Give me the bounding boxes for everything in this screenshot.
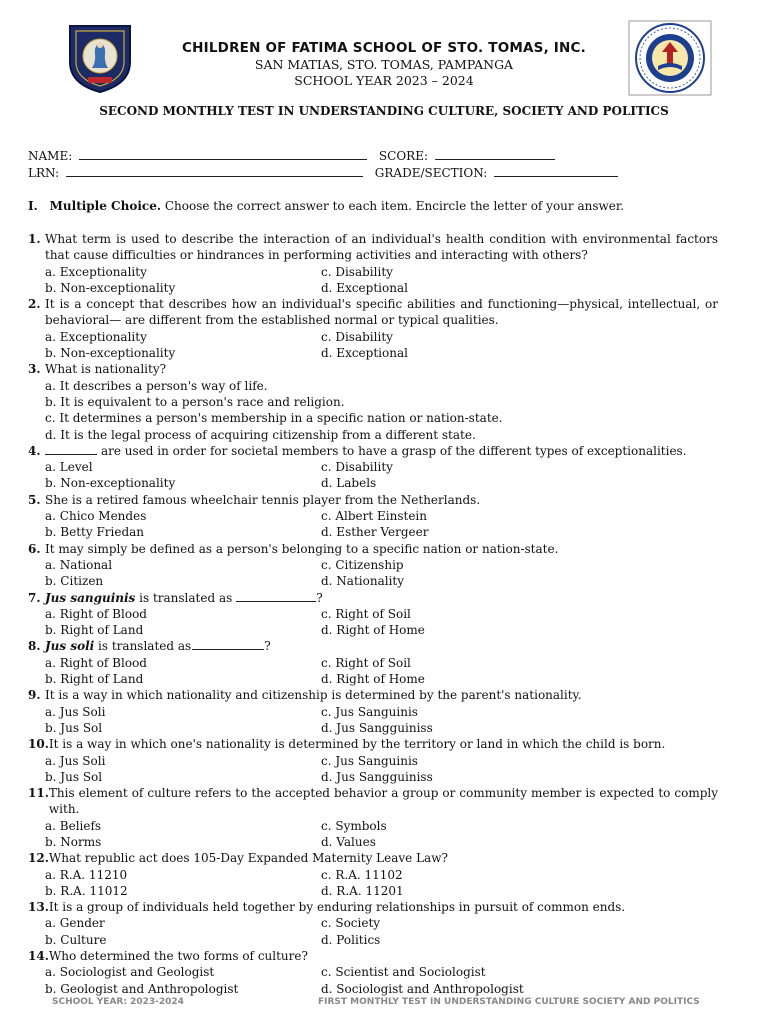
answer-option[interactable]: c. Disability xyxy=(321,460,393,475)
answer-option[interactable]: a. National xyxy=(45,557,113,572)
lrn-grade-row xyxy=(28,166,618,180)
question-text-wrap xyxy=(45,541,718,557)
answer-options xyxy=(45,704,718,737)
answer-option[interactable]: a. Right of Blood xyxy=(45,655,147,670)
answer-options xyxy=(45,557,718,590)
answer-option[interactable]: b. Jus Sol xyxy=(45,720,103,735)
school-year: SCHOOL YEAR 2023 – 2024 xyxy=(294,73,474,88)
answer-option[interactable]: b. Non-exceptionality xyxy=(45,346,176,361)
answer-option[interactable]: b. Right of Land xyxy=(45,623,144,638)
question-item xyxy=(28,231,718,296)
question-item xyxy=(28,687,718,736)
answer-options xyxy=(45,655,718,688)
question-text-wrap xyxy=(45,231,718,264)
answer-options xyxy=(45,264,718,297)
question-stem xyxy=(28,443,718,459)
question-stem xyxy=(28,638,718,654)
question-item xyxy=(28,899,718,948)
test-title: SECOND MONTHLY TEST IN UNDERSTANDING CULTURE, SOCIETY AND POLITICS xyxy=(99,104,669,118)
question-number: 5. xyxy=(28,492,41,507)
question-number: 11. xyxy=(28,786,49,801)
question-stem xyxy=(28,361,718,377)
question-text-wrap xyxy=(49,736,718,752)
question-term: Jus sanguinis xyxy=(45,590,136,605)
question-item xyxy=(28,492,718,541)
lrn-field[interactable] xyxy=(66,166,363,177)
question-text: It is a way in which nationality and citizenship is determined by the parent's nationality. xyxy=(45,688,582,703)
answer-options xyxy=(45,964,718,997)
answer-option[interactable]: d. Right of Home xyxy=(321,672,425,687)
question-item xyxy=(28,638,718,687)
answer-option[interactable]: b. R.A. 11012 xyxy=(45,883,128,898)
section-heading: Multiple Choice. xyxy=(49,199,162,213)
answer-option[interactable]: d. Right of Home xyxy=(321,623,425,638)
question-list xyxy=(28,231,718,997)
answer-option[interactable]: c. Right of Soil xyxy=(321,655,411,670)
answer-options xyxy=(45,459,718,492)
answer-option[interactable]: c. Citizenship xyxy=(321,557,404,572)
answer-option[interactable]: d. Values xyxy=(321,834,376,849)
answer-option[interactable]: c. Society xyxy=(321,916,381,931)
answer-option[interactable]: d. It is the legal process of acquiring citizenship from a different state. xyxy=(45,427,476,442)
answer-option[interactable]: d. Nationality xyxy=(321,574,405,589)
question-stem xyxy=(28,231,718,264)
answer-blank[interactable] xyxy=(45,444,97,455)
answer-options xyxy=(45,329,718,362)
question-item xyxy=(28,296,718,361)
answer-option[interactable]: b. Non-exceptionality xyxy=(45,280,176,295)
question-text: What term is used to describe the interaction of an individual's health condition with environmental factors that cause difficulties or hindrances in performing activities and interacting with others? xyxy=(45,232,718,263)
answer-option[interactable]: d. R.A. 11201 xyxy=(321,883,404,898)
question-stem xyxy=(28,590,718,606)
answer-option[interactable]: a. Jus Soli xyxy=(45,753,106,768)
answer-options xyxy=(45,606,718,639)
answer-option[interactable]: a. Sociologist and Geologist xyxy=(45,965,215,980)
instructions-text: Choose the correct answer to each item. Encircle the letter of your answer. xyxy=(164,199,625,213)
answer-option[interactable]: a. Exceptionality xyxy=(45,264,147,279)
instructions xyxy=(28,199,624,213)
question-text: Who determined the two forms of culture? xyxy=(48,949,308,964)
school-name: CHILDREN OF FATIMA SCHOOL OF STO. TOMAS, INC. xyxy=(182,40,586,56)
question-item xyxy=(28,785,718,850)
answer-option[interactable]: a. Exceptionality xyxy=(45,329,147,344)
answer-option[interactable]: a. Gender xyxy=(45,916,105,931)
footer-test-title: FIRST MONTHLY TEST IN UNDERSTANDING CULTURE SOCIETY AND POLITICS xyxy=(318,997,700,1007)
answer-option[interactable]: a. R.A. 11210 xyxy=(45,867,128,882)
question-number: 10. xyxy=(28,737,49,752)
answer-options xyxy=(45,867,718,900)
answer-option[interactable]: c. Symbols xyxy=(321,818,387,833)
question-stem xyxy=(28,296,718,329)
question-text-wrap xyxy=(49,850,718,866)
answer-option[interactable]: b. Geologist and Anthropologist xyxy=(45,981,239,996)
lrn-label: LRN: xyxy=(28,166,60,180)
question-text-wrap xyxy=(49,785,718,818)
answer-option[interactable]: b. Right of Land xyxy=(45,672,144,687)
question-item xyxy=(28,361,718,442)
question-text-wrap xyxy=(49,899,718,915)
grade-section-field[interactable] xyxy=(494,166,618,177)
answer-option[interactable]: c. It determines a person's membership in a specific nation or nation-state. xyxy=(45,411,503,426)
name-score-row xyxy=(28,149,555,163)
answer-option[interactable]: d. Exceptional xyxy=(321,346,408,361)
answer-option[interactable]: b. Citizen xyxy=(45,574,104,589)
question-number: 14. xyxy=(28,949,49,964)
answer-blank[interactable] xyxy=(192,639,264,650)
answer-option[interactable]: b. Jus Sol xyxy=(45,769,103,784)
question-item xyxy=(28,850,718,899)
answer-option[interactable]: a. Right of Blood xyxy=(45,606,147,621)
question-text-wrap xyxy=(45,443,718,459)
question-text: What is nationality? xyxy=(45,362,167,377)
question-stem xyxy=(28,899,718,915)
grade-section-label: GRADE/SECTION: xyxy=(374,166,488,180)
answer-option[interactable]: d. Politics xyxy=(321,932,381,947)
name-label: NAME: xyxy=(28,149,73,163)
answer-blank[interactable] xyxy=(236,591,316,602)
question-text: She is a retired famous wheelchair tennis player from the Netherlands. xyxy=(45,492,481,507)
question-number: 9. xyxy=(28,688,41,703)
question-stem xyxy=(28,492,718,508)
question-stem xyxy=(28,687,718,703)
question-number: 3. xyxy=(28,362,41,377)
answer-option[interactable]: a. It describes a person's way of life. xyxy=(45,378,268,393)
question-tail: ? xyxy=(264,639,271,654)
answer-option[interactable]: a. Level xyxy=(45,460,93,475)
question-stem xyxy=(28,541,718,557)
question-number: 1. xyxy=(28,232,41,246)
name-field[interactable] xyxy=(79,149,367,160)
question-text: are used in order for societal members to have a grasp of the different types of exceptionalities. xyxy=(101,443,687,458)
question-tail: ? xyxy=(316,590,323,605)
answer-option[interactable]: b. Norms xyxy=(45,834,102,849)
answer-option[interactable]: d. Jus Sangguiniss xyxy=(321,769,433,784)
question-text-wrap xyxy=(45,296,718,329)
answer-option[interactable]: b. Culture xyxy=(45,932,107,947)
answer-option[interactable]: d. Sociologist and Anthropologist xyxy=(321,981,524,996)
answer-option[interactable]: a. Chico Mendes xyxy=(45,509,147,524)
question-text-wrap xyxy=(45,590,718,606)
answer-option[interactable]: c. Right of Soil xyxy=(321,606,411,621)
question-number: 8. xyxy=(28,639,41,654)
question-term: Jus soli xyxy=(45,639,95,654)
answer-option[interactable]: a. Beliefs xyxy=(45,818,102,833)
question-number: 4. xyxy=(28,443,41,458)
answer-option[interactable]: a. Jus Soli xyxy=(45,704,106,719)
answer-options xyxy=(45,915,718,948)
score-label: SCORE: xyxy=(378,149,428,163)
question-number: 7. xyxy=(28,590,41,605)
question-number: 2. xyxy=(28,297,41,312)
question-text: It is a group of individuals held together by enduring relationships in pursuit of common ends. xyxy=(48,900,626,915)
question-number: 6. xyxy=(28,541,41,556)
question-text: This element of culture refers to the accepted behavior a group or community member is expected to comply with. xyxy=(48,786,718,817)
question-item xyxy=(28,736,718,785)
question-stem xyxy=(28,736,718,752)
answer-option[interactable]: d. Exceptional xyxy=(321,280,408,295)
question-text-wrap xyxy=(49,948,718,964)
answer-option[interactable]: c. Disability xyxy=(321,329,393,344)
answer-options xyxy=(45,753,718,786)
question-stem xyxy=(28,785,718,818)
question-item xyxy=(28,443,718,492)
answer-option[interactable]: c. Disability xyxy=(321,264,393,279)
question-stem xyxy=(28,850,718,866)
answer-option[interactable]: b. Betty Friedan xyxy=(45,525,145,540)
question-text: What republic act does 105-Day Expanded Maternity Leave Law? xyxy=(48,851,448,866)
answer-options xyxy=(45,508,718,541)
question-item xyxy=(28,541,718,590)
answer-option[interactable]: b. Non-exceptionality xyxy=(45,476,176,491)
question-text: It is a way in which one's nationality is determined by the territory or land in which the child is born. xyxy=(48,737,666,752)
question-number: 12. xyxy=(28,851,49,866)
answer-option[interactable]: c. R.A. 11102 xyxy=(321,867,403,882)
question-stem xyxy=(28,948,718,964)
score-field[interactable] xyxy=(435,149,555,160)
section-numeral: I. xyxy=(28,199,38,213)
question-text-wrap xyxy=(45,361,718,377)
answer-option[interactable]: d. Labels xyxy=(321,476,377,491)
question-text: It may simply be defined as a person's belonging to a specific nation or nation-state. xyxy=(45,541,559,556)
question-number: 13. xyxy=(28,900,49,915)
answer-option[interactable]: d. Esther Vergeer xyxy=(321,525,429,540)
footer-school-year: SCHOOL YEAR: 2023-2024 xyxy=(52,997,184,1007)
answer-options xyxy=(45,378,718,443)
answer-option[interactable]: b. It is equivalent to a person's race and religion. xyxy=(45,394,345,409)
question-text: It is a concept that describes how an individual's specific abilities and functioning—physical, intellectual, or behavioral— are different from the established normal or typical qualities. xyxy=(45,297,718,328)
answer-option[interactable]: c. Jus Sanguinis xyxy=(321,704,418,719)
question-text: is translated as xyxy=(98,639,192,654)
question-text-wrap xyxy=(45,687,718,703)
question-text-wrap xyxy=(45,492,718,508)
answer-option[interactable]: d. Jus Sangguiniss xyxy=(321,720,433,735)
answer-option[interactable]: c. Jus Sanguinis xyxy=(321,753,418,768)
answer-options xyxy=(45,818,718,851)
school-address: SAN MATIAS, STO. TOMAS, PAMPANGA xyxy=(254,57,514,72)
answer-option[interactable]: c. Scientist and Sociologist xyxy=(321,965,486,980)
question-item xyxy=(28,590,718,639)
question-text: is translated as xyxy=(139,590,233,605)
question-item xyxy=(28,948,718,997)
question-text-wrap xyxy=(45,638,718,654)
answer-option[interactable]: c. Albert Einstein xyxy=(321,509,427,524)
